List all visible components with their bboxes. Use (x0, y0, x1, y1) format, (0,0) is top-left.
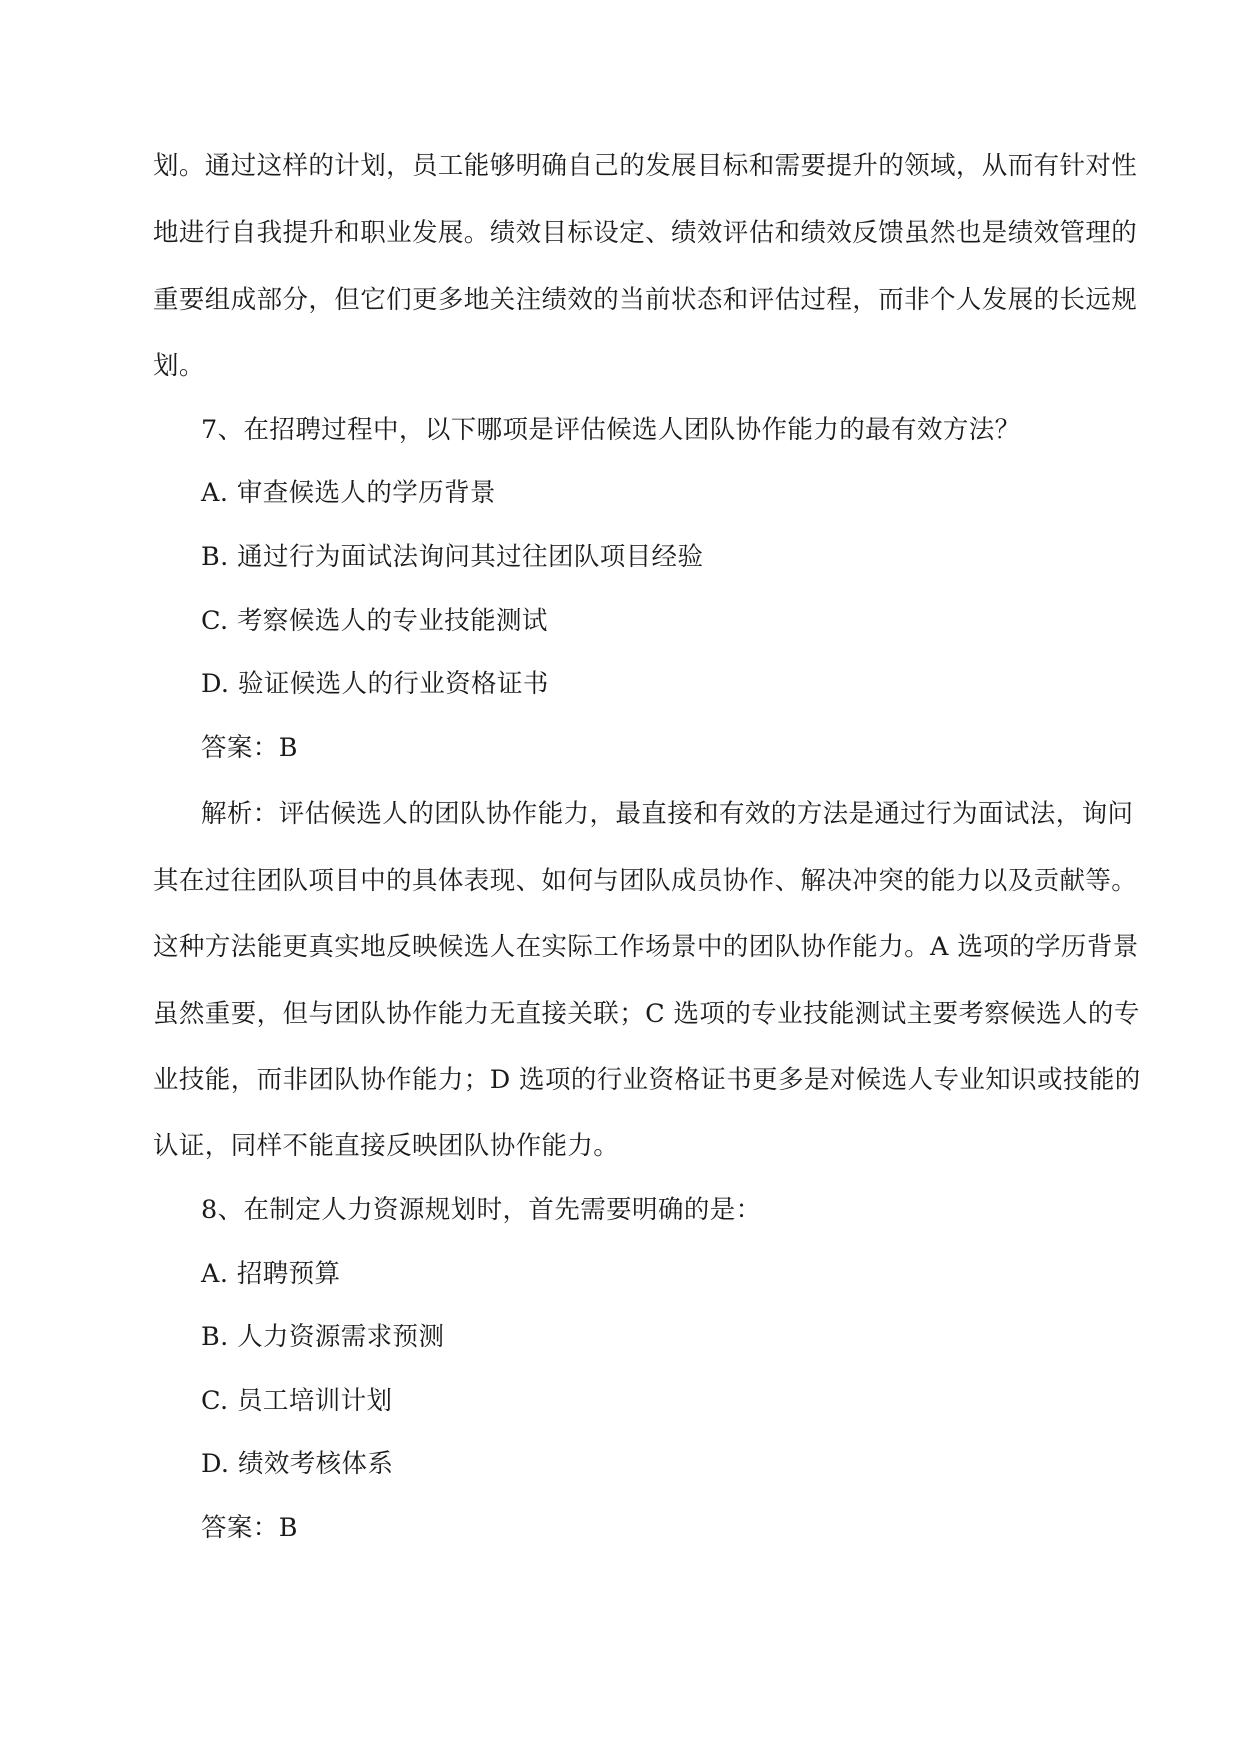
option-a: A. 审查候选人的学历背景 (201, 478, 496, 508)
analysis-line: 这种方法能更真实地反映候选人在实际工作场景中的团队协作能力。A 选项的学历背景 (153, 932, 1139, 962)
answer: 答案：B (201, 733, 298, 763)
option-d: D. 绩效考核体系 (201, 1449, 394, 1479)
text-line: 地进行自我提升和职业发展。绩效目标设定、绩效评估和绩效反馈虽然也是绩效管理的 (153, 218, 1138, 248)
option-c: C. 考察候选人的专业技能测试 (201, 606, 548, 636)
answer: 答案：B (201, 1513, 298, 1543)
analysis-line: 其在过往团队项目中的具体表现、如何与团队成员协作、解决冲突的能力以及贡献等。 (153, 866, 1138, 896)
option-c: C. 员工培训计划 (201, 1386, 393, 1416)
option-b: B. 人力资源需求预测 (201, 1322, 445, 1352)
analysis-line: 解析：评估候选人的团队协作能力，最直接和有效的方法是通过行为面试法，询问 (201, 799, 1134, 829)
question-text: 7、在招聘过程中，以下哪项是评估候选人团队协作能力的最有效方法？ (201, 415, 1021, 445)
text-line: 重要组成部分，但它们更多地关注绩效的当前状态和评估过程，而非个人发展的长远规 (153, 285, 1138, 315)
text-line: 划。通过这样的计划，员工能够明确自己的发展目标和需要提升的领域，从而有针对性 (153, 151, 1138, 181)
analysis-line: 虽然重要，但与团队协作能力无直接关联；C 选项的专业技能测试主要考察候选人的专 (153, 999, 1140, 1029)
text-line: 划。 (153, 351, 205, 381)
option-d: D. 验证候选人的行业资格证书 (201, 669, 549, 699)
option-a: A. 招聘预算 (201, 1259, 341, 1289)
question-text: 8、在制定人力资源规划时，首先需要明确的是： (201, 1195, 762, 1225)
option-b: B. 通过行为面试法询问其过往团队项目经验 (201, 542, 704, 572)
analysis-line: 认证，同样不能直接反映团队协作能力。 (153, 1131, 620, 1161)
analysis-line: 业技能，而非团队协作能力；D 选项的行业资格证书更多是对候选人专业知识或技能的 (153, 1065, 1141, 1095)
